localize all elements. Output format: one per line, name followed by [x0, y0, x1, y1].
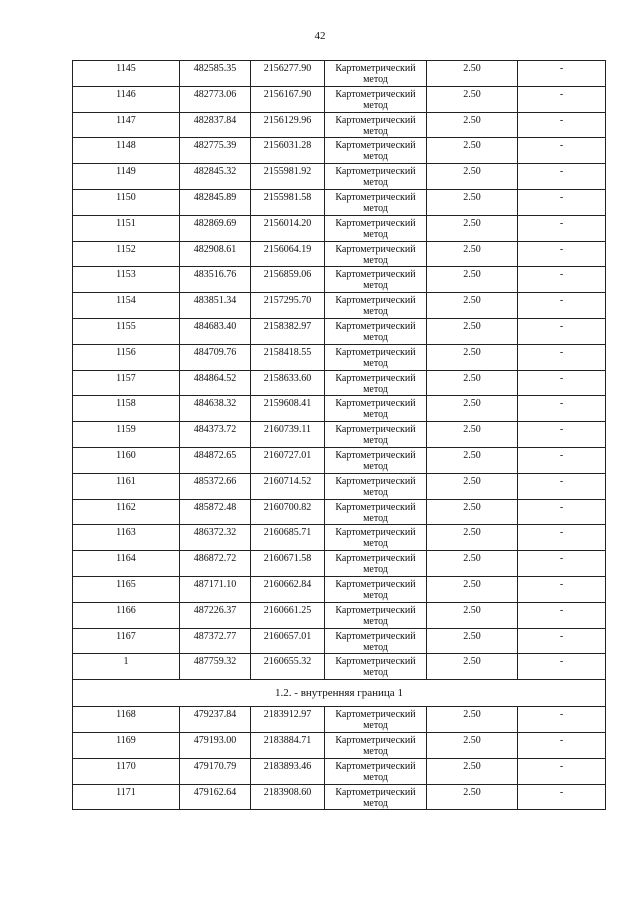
- precision-cell: 2.50: [427, 396, 518, 422]
- point-number-cell: 1170: [73, 758, 180, 784]
- table-row: [73, 784, 606, 810]
- section-title: 1.2. - внутренняя граница 1: [73, 680, 606, 707]
- note-cell: -: [518, 86, 606, 112]
- precision-cell: 2.50: [427, 112, 518, 138]
- x-coordinate-cell: 483851.34: [180, 293, 251, 319]
- method-cell: Картометрический метод: [325, 654, 427, 680]
- note-cell: -: [518, 499, 606, 525]
- section-header-group: [73, 680, 606, 707]
- method-cell: Картометрический метод: [325, 293, 427, 319]
- point-number-cell: 1166: [73, 602, 180, 628]
- method-cell: Картометрический метод: [325, 551, 427, 577]
- note-cell: -: [518, 112, 606, 138]
- point-number-cell: 1152: [73, 241, 180, 267]
- y-coordinate-cell: 2160685.71: [251, 525, 325, 551]
- y-coordinate-cell: 2158418.55: [251, 344, 325, 370]
- table-row: [73, 758, 606, 784]
- note-cell: -: [518, 758, 606, 784]
- x-coordinate-cell: 482837.84: [180, 112, 251, 138]
- y-coordinate-cell: 2156277.90: [251, 61, 325, 87]
- y-coordinate-cell: 2156167.90: [251, 86, 325, 112]
- table-row: [73, 602, 606, 628]
- point-number-cell: 1158: [73, 396, 180, 422]
- table-body-outer-boundary: [73, 61, 606, 680]
- method-cell: Картометрический метод: [325, 164, 427, 190]
- x-coordinate-cell: 485872.48: [180, 499, 251, 525]
- precision-cell: 2.50: [427, 61, 518, 87]
- point-number-cell: 1145: [73, 61, 180, 87]
- note-cell: -: [518, 215, 606, 241]
- coordinates-table: [72, 60, 606, 810]
- note-cell: -: [518, 138, 606, 164]
- y-coordinate-cell: 2156129.96: [251, 112, 325, 138]
- method-cell: Картометрический метод: [325, 396, 427, 422]
- y-coordinate-cell: 2158633.60: [251, 370, 325, 396]
- precision-cell: 2.50: [427, 758, 518, 784]
- note-cell: -: [518, 551, 606, 577]
- y-coordinate-cell: 2160661.25: [251, 602, 325, 628]
- table-row: [73, 370, 606, 396]
- note-cell: -: [518, 473, 606, 499]
- note-cell: -: [518, 267, 606, 293]
- precision-cell: 2.50: [427, 551, 518, 577]
- y-coordinate-cell: 2156064.19: [251, 241, 325, 267]
- precision-cell: 2.50: [427, 525, 518, 551]
- table-row: [73, 576, 606, 602]
- table-row: [73, 241, 606, 267]
- note-cell: -: [518, 293, 606, 319]
- method-cell: Картометрический метод: [325, 370, 427, 396]
- table-body-inner-boundary: [73, 707, 606, 810]
- table-row: [73, 86, 606, 112]
- precision-cell: 2.50: [427, 784, 518, 810]
- method-cell: Картометрический метод: [325, 267, 427, 293]
- y-coordinate-cell: 2156031.28: [251, 138, 325, 164]
- method-cell: Картометрический метод: [325, 189, 427, 215]
- x-coordinate-cell: 482845.89: [180, 189, 251, 215]
- note-cell: -: [518, 707, 606, 733]
- precision-cell: 2.50: [427, 344, 518, 370]
- note-cell: -: [518, 189, 606, 215]
- note-cell: -: [518, 602, 606, 628]
- point-number-cell: 1148: [73, 138, 180, 164]
- point-number-cell: 1151: [73, 215, 180, 241]
- method-cell: Картометрический метод: [325, 707, 427, 733]
- y-coordinate-cell: 2155981.92: [251, 164, 325, 190]
- method-cell: Картометрический метод: [325, 138, 427, 164]
- precision-cell: 2.50: [427, 732, 518, 758]
- table-row: [73, 707, 606, 733]
- note-cell: -: [518, 422, 606, 448]
- note-cell: -: [518, 576, 606, 602]
- y-coordinate-cell: 2158382.97: [251, 318, 325, 344]
- precision-cell: 2.50: [427, 707, 518, 733]
- note-cell: -: [518, 654, 606, 680]
- y-coordinate-cell: 2156859.06: [251, 267, 325, 293]
- table-row: [73, 215, 606, 241]
- table-row: [73, 138, 606, 164]
- precision-cell: 2.50: [427, 422, 518, 448]
- precision-cell: 2.50: [427, 189, 518, 215]
- point-number-cell: 1168: [73, 707, 180, 733]
- precision-cell: 2.50: [427, 267, 518, 293]
- y-coordinate-cell: 2183884.71: [251, 732, 325, 758]
- method-cell: Картометрический метод: [325, 473, 427, 499]
- point-number-cell: 1169: [73, 732, 180, 758]
- point-number-cell: 1159: [73, 422, 180, 448]
- method-cell: Картометрический метод: [325, 732, 427, 758]
- x-coordinate-cell: 487226.37: [180, 602, 251, 628]
- method-cell: Картометрический метод: [325, 344, 427, 370]
- table-row: [73, 499, 606, 525]
- precision-cell: 2.50: [427, 293, 518, 319]
- x-coordinate-cell: 485372.66: [180, 473, 251, 499]
- method-cell: Картометрический метод: [325, 525, 427, 551]
- table-row: [73, 732, 606, 758]
- x-coordinate-cell: 479162.64: [180, 784, 251, 810]
- x-coordinate-cell: 487372.77: [180, 628, 251, 654]
- y-coordinate-cell: 2160739.11: [251, 422, 325, 448]
- point-number-cell: 1156: [73, 344, 180, 370]
- point-number-cell: 1: [73, 654, 180, 680]
- y-coordinate-cell: 2159608.41: [251, 396, 325, 422]
- table-row: [73, 654, 606, 680]
- table-row: [73, 551, 606, 577]
- point-number-cell: 1157: [73, 370, 180, 396]
- method-cell: Картометрический метод: [325, 112, 427, 138]
- method-cell: Картометрический метод: [325, 447, 427, 473]
- table-row: [73, 164, 606, 190]
- point-number-cell: 1165: [73, 576, 180, 602]
- note-cell: -: [518, 396, 606, 422]
- method-cell: Картометрический метод: [325, 215, 427, 241]
- method-cell: Картометрический метод: [325, 422, 427, 448]
- precision-cell: 2.50: [427, 164, 518, 190]
- note-cell: -: [518, 344, 606, 370]
- page-number: 42: [314, 30, 326, 42]
- y-coordinate-cell: 2160662.84: [251, 576, 325, 602]
- precision-cell: 2.50: [427, 370, 518, 396]
- y-coordinate-cell: 2160657.01: [251, 628, 325, 654]
- point-number-cell: 1167: [73, 628, 180, 654]
- point-number-cell: 1162: [73, 499, 180, 525]
- x-coordinate-cell: 482585.35: [180, 61, 251, 87]
- method-cell: Картометрический метод: [325, 628, 427, 654]
- method-cell: Картометрический метод: [325, 784, 427, 810]
- point-number-cell: 1149: [73, 164, 180, 190]
- point-number-cell: 1155: [73, 318, 180, 344]
- note-cell: -: [518, 241, 606, 267]
- x-coordinate-cell: 486872.72: [180, 551, 251, 577]
- precision-cell: 2.50: [427, 215, 518, 241]
- table-row: [73, 112, 606, 138]
- x-coordinate-cell: 484373.72: [180, 422, 251, 448]
- point-number-cell: 1146: [73, 86, 180, 112]
- point-number-cell: 1164: [73, 551, 180, 577]
- table-row: [73, 473, 606, 499]
- x-coordinate-cell: 482869.69: [180, 215, 251, 241]
- y-coordinate-cell: 2183912.97: [251, 707, 325, 733]
- table-row: [73, 189, 606, 215]
- method-cell: Картометрический метод: [325, 499, 427, 525]
- y-coordinate-cell: 2155981.58: [251, 189, 325, 215]
- note-cell: -: [518, 525, 606, 551]
- note-cell: -: [518, 447, 606, 473]
- y-coordinate-cell: 2160671.58: [251, 551, 325, 577]
- precision-cell: 2.50: [427, 654, 518, 680]
- method-cell: Картометрический метод: [325, 86, 427, 112]
- x-coordinate-cell: 482845.32: [180, 164, 251, 190]
- method-cell: Картометрический метод: [325, 602, 427, 628]
- method-cell: Картометрический метод: [325, 758, 427, 784]
- note-cell: -: [518, 61, 606, 87]
- x-coordinate-cell: 484709.76: [180, 344, 251, 370]
- y-coordinate-cell: 2160714.52: [251, 473, 325, 499]
- y-coordinate-cell: 2160655.32: [251, 654, 325, 680]
- x-coordinate-cell: 479170.79: [180, 758, 251, 784]
- method-cell: Картометрический метод: [325, 318, 427, 344]
- precision-cell: 2.50: [427, 241, 518, 267]
- table-row: [73, 422, 606, 448]
- table-row: [73, 396, 606, 422]
- note-cell: -: [518, 784, 606, 810]
- x-coordinate-cell: 486372.32: [180, 525, 251, 551]
- precision-cell: 2.50: [427, 318, 518, 344]
- y-coordinate-cell: 2156014.20: [251, 215, 325, 241]
- precision-cell: 2.50: [427, 447, 518, 473]
- y-coordinate-cell: 2183893.46: [251, 758, 325, 784]
- precision-cell: 2.50: [427, 499, 518, 525]
- table-row: [73, 447, 606, 473]
- x-coordinate-cell: 482908.61: [180, 241, 251, 267]
- x-coordinate-cell: 484683.40: [180, 318, 251, 344]
- precision-cell: 2.50: [427, 138, 518, 164]
- x-coordinate-cell: 483516.76: [180, 267, 251, 293]
- y-coordinate-cell: 2183908.60: [251, 784, 325, 810]
- precision-cell: 2.50: [427, 86, 518, 112]
- point-number-cell: 1153: [73, 267, 180, 293]
- note-cell: -: [518, 370, 606, 396]
- point-number-cell: 1150: [73, 189, 180, 215]
- point-number-cell: 1147: [73, 112, 180, 138]
- y-coordinate-cell: 2160727.01: [251, 447, 325, 473]
- point-number-cell: 1154: [73, 293, 180, 319]
- note-cell: -: [518, 318, 606, 344]
- x-coordinate-cell: 479237.84: [180, 707, 251, 733]
- precision-cell: 2.50: [427, 473, 518, 499]
- y-coordinate-cell: 2157295.70: [251, 293, 325, 319]
- point-number-cell: 1171: [73, 784, 180, 810]
- table-row: [73, 267, 606, 293]
- method-cell: Картометрический метод: [325, 576, 427, 602]
- table-row: [73, 525, 606, 551]
- table-row: [73, 344, 606, 370]
- x-coordinate-cell: 482773.06: [180, 86, 251, 112]
- x-coordinate-cell: 482775.39: [180, 138, 251, 164]
- note-cell: -: [518, 628, 606, 654]
- x-coordinate-cell: 484872.65: [180, 447, 251, 473]
- note-cell: -: [518, 732, 606, 758]
- x-coordinate-cell: 479193.00: [180, 732, 251, 758]
- point-number-cell: 1163: [73, 525, 180, 551]
- x-coordinate-cell: 484864.52: [180, 370, 251, 396]
- table-row: [73, 318, 606, 344]
- note-cell: -: [518, 164, 606, 190]
- method-cell: Картометрический метод: [325, 61, 427, 87]
- table-row: [73, 61, 606, 87]
- precision-cell: 2.50: [427, 602, 518, 628]
- table-row: [73, 293, 606, 319]
- method-cell: Картометрический метод: [325, 241, 427, 267]
- precision-cell: 2.50: [427, 628, 518, 654]
- point-number-cell: 1160: [73, 447, 180, 473]
- x-coordinate-cell: 484638.32: [180, 396, 251, 422]
- x-coordinate-cell: 487759.32: [180, 654, 251, 680]
- x-coordinate-cell: 487171.10: [180, 576, 251, 602]
- precision-cell: 2.50: [427, 576, 518, 602]
- table-row: [73, 628, 606, 654]
- section-header-row: [73, 680, 606, 707]
- point-number-cell: 1161: [73, 473, 180, 499]
- y-coordinate-cell: 2160700.82: [251, 499, 325, 525]
